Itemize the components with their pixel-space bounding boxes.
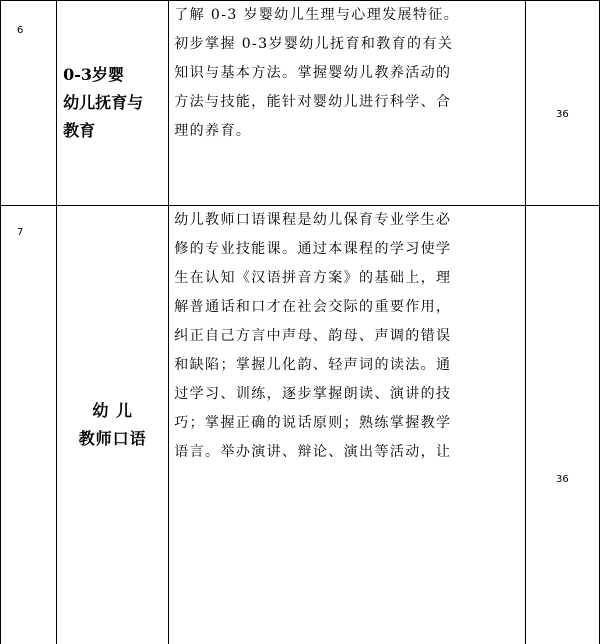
course-name: [57, 1, 169, 206]
row-number: 7: [1, 206, 57, 644]
description-line: 语言。举办演讲、辩论、演出等活动，让: [174, 438, 519, 467]
course-name-line: 幼 儿: [57, 397, 168, 425]
course-name-line: 0-3岁婴: [63, 61, 168, 89]
description-line: 和缺陷；掌握儿化韵、轻声词的读法。通: [174, 351, 519, 380]
description-line: 幼儿教师口语课程是幼儿保育专业学生必: [174, 206, 519, 235]
table-row: [1, 206, 600, 644]
course-name-line: 幼儿抚育与: [63, 89, 168, 117]
description-line: 巧；掌握正确的说话原则；熟练掌握教学: [174, 409, 519, 438]
course-name-line: 教师口语: [57, 425, 168, 453]
course-name-line: 教育: [63, 117, 168, 145]
description-line: 纠正自己方言中声母、韵母、声调的错误: [174, 322, 519, 351]
course-description: [169, 206, 526, 644]
description-line: 方法与技能，能针对婴幼儿进行科学、合: [174, 88, 519, 117]
description-line: 知识与基本方法。掌握婴幼儿教养活动的: [174, 59, 519, 88]
course-description: [169, 1, 526, 206]
description-line: 生在认知《汉语拼音方案》的基础上，理: [174, 264, 519, 293]
description-line: 修的专业技能课。通过本课程的学习使学: [174, 235, 519, 264]
course-name: [57, 206, 169, 644]
row-number: 6: [1, 1, 57, 206]
table-row: [1, 1, 600, 206]
description-line: 初步掌握 0-3岁婴幼儿抚育和教育的有关: [174, 30, 519, 59]
description-line: 理的养育。: [174, 117, 519, 146]
course-hours: 36: [525, 206, 599, 644]
description-line: 了解 0-3 岁婴幼儿生理与心理发展特征。: [174, 1, 519, 30]
course-hours: 36: [525, 1, 599, 206]
description-line: 过学习、训练，逐步掌握朗读、演讲的技: [174, 380, 519, 409]
description-line: 解普通话和口才在社会交际的重要作用，: [174, 293, 519, 322]
